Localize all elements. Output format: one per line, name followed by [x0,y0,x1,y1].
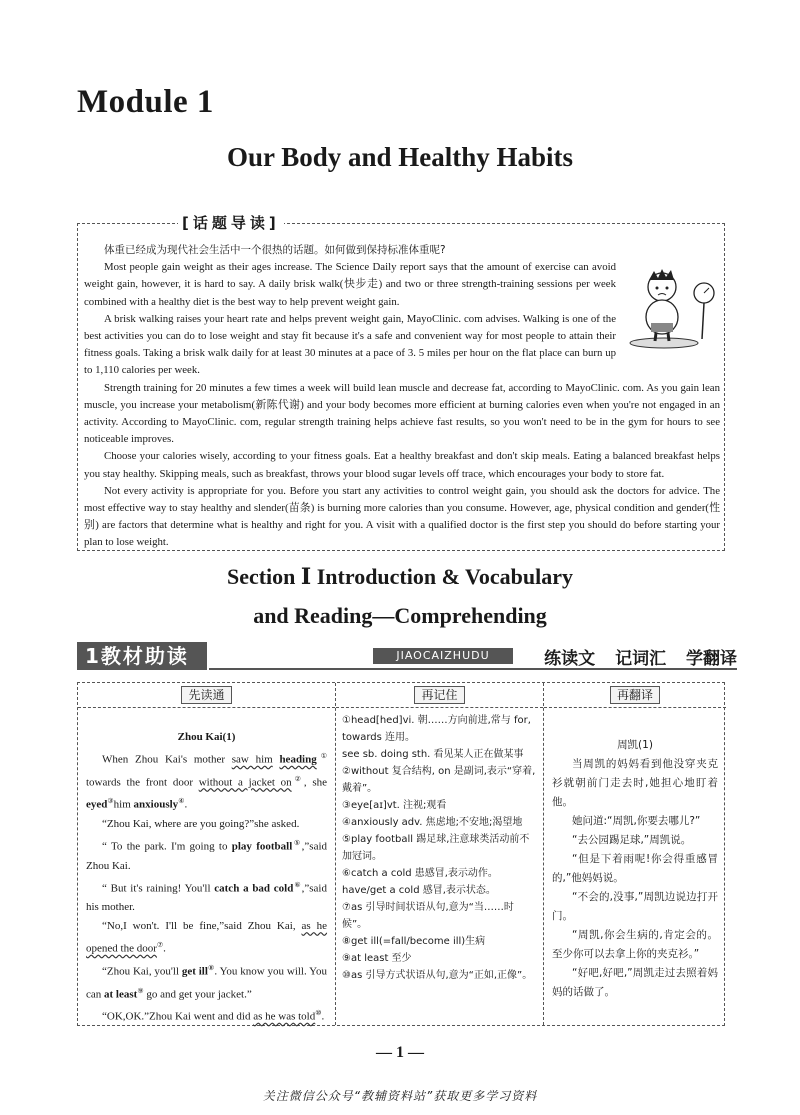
note-item: ②without 复合结构, on 是副词,表示“穿着,戴着”。 [342,766,536,794]
note-item: ⑩as 引导方式状语从句,意为“正如,正像”。 [342,970,533,981]
topic-intro: 体重已经成为现代社会生活中一个很热的话题。如何做到保持标准体重呢? [104,244,446,256]
topic-reading-box [77,214,725,551]
banner-tag: 学翻译 [686,649,737,669]
story-paragraph: “Zhou Kai, where are you going?”she asked. [102,817,300,830]
boy-on-scale-illustration [624,263,720,351]
vocab-notes [336,708,543,988]
textbook-guide-banner [77,640,737,674]
topic-label: [话题导读] [178,212,284,233]
translation-paragraph: “好吧,好吧,”周凯走过去照着妈妈的话做了。 [552,967,718,998]
story-paragraph: “OK,OK.”Zhou Kai went and did as he was told⑩. [102,1009,325,1023]
story-paragraph: “Zhou Kai, you'll get ill⑧. You know you will. You can at least⑨ go and get your jacket.” [86,963,328,1001]
chapter-title: Our Body and Healthy Habits [226,142,574,172]
note-item: ⑧get ill(=fall/become ill)生病 [342,936,486,947]
banner-pinyin: JIAOCAIZHUDU [373,648,513,664]
note-item: ④anxiously adv. 焦虑地;不安地;渴望地 [342,817,523,828]
note-item: ⑥catch a cold 患感冒,表示动作。 [342,868,498,879]
topic-body [84,242,720,552]
story-text [78,708,335,1027]
study-columns [77,682,725,1026]
module-title: Module 1 [77,84,214,120]
translation-paragraph: “去公园踢足球,”周凯说。 [572,834,692,846]
page-number: — 1 — [376,1044,424,1061]
section-title: Section Ⅰ Introduction & Vocabulary [226,564,574,589]
translation-text [544,708,726,1002]
translation-column-header: 再翻译 [544,683,726,708]
note-item: ⑨at least 至少 [342,953,412,964]
story-paragraph: “ To the park. I'm going to play football⑤,”said Zhou Kai. [86,838,328,872]
note-item: ①head[hed]vi. 朝……方向前进,常与 for, towards 连用。 [342,715,531,743]
reading-column [78,683,336,1025]
story-paragraph: “No,I won't. I'll be fine,”said Zhou Kai, as he opened the door⑦. [86,920,328,955]
note-item: ⑦as 引导时间状语从句,意为“当……时候”。 [342,902,514,930]
memo-column [336,683,544,1025]
banner-tags [530,644,737,669]
topic-paragraph: Choose your calories wisely, according to your fitness goals. Eat a healthy breakfast and don't skip meals. Eating a balanced breakfast helps you stay healthy. Skipping meals, such as breakfast, throws your blood sugar levels off trace, which encourages your body to store fat. [84,450,720,480]
topic-paragraph: Not every activity is appropriate for you. Before you start any activities to control weight gain, you should ask the doctors for advice. The most effective way to stay healthy and slender(苗条) is burning more calories than you consume. However, age, physical condition and gender(性别) are factors that determine what is healthy and right for you. A visit with a qualified doctor is the first step you should do before starting your plan to lose weight. [84,484,720,549]
story-title: Zhou Kai(1) [177,731,236,743]
translation-paragraph: “周凯,你会生病的,肯定会的。至少你可以去拿上你的夹克衫。” [552,929,718,960]
banner-tag: 记词汇 [615,649,667,669]
translation-column [544,683,726,1025]
topic-paragraph: Strength training for 20 minutes a few times a week will build lean muscle and decrease fat, according to MayoClinic. com. As you gain lean muscle, you increase your metabolism(新陈代谢) and your body becomes more efficient at burning calories even when you're not engaged in an activity. According to MayoClinic. com, regular strength training helps achieve fast results, so you won't need to be in the gym for hours to see noticeable improves. [84,381,720,446]
translation-paragraph: 当周凯的妈妈看到他没穿夹克衫就朝前门走去时,她担心地盯着他。 [552,758,718,808]
topic-paragraph: Most people gain weight as their ages increase. The Science Daily report says that the amount of exercise can avoid weight gain, however, it is hard to say. A daily brisk walk(快步走) and two or three strength-training sessions per week combined with a healthy diet is the best way to help prevent weight gain. [84,261,616,308]
story-paragraph: When Zhou Kai's mother saw him heading① towards the front door without a jacket on②, she eyed③him anxiously④. [86,752,327,811]
banner-tag: 练读文 [544,649,596,669]
translation-paragraph: “不会的,没事,”周凯边说边打开门。 [552,891,718,922]
footer-note: 关注微信公众号“教辅资料站”获取更多学习资料 [262,1089,538,1103]
note-item: see sb. doing sth. 看见某人正在做某事 [342,749,524,760]
banner-title: 1教材助读 [77,642,207,670]
reading-column-header: 先读通 [78,683,335,708]
section-subtitle: and Reading—Comprehending [253,603,547,628]
note-item: ③eye[aɪ]vt. 注视;观看 [342,800,447,811]
memo-column-header: 再记住 [336,683,543,708]
translation-paragraph: “但是下着雨呢!你会得重感冒的,”他妈妈说。 [552,853,718,884]
topic-paragraph: A brisk walking raises your heart rate and helps prevent weight gain, MayoClinic. com advises. Walking is one of the best activities you can do to lose weight and stay fit because it's a safe and convenient way for most people to attain their fitness goals. Taking a brisk walk daily for at least 30 minutes at a pace of 3. 5 miles per hour on the flat place can burn up to 1,110 calories per week. [84,312,616,377]
story-paragraph: “ But it's raining! You'll catch a bad cold⑥,”said his mother. [86,880,327,914]
translation-paragraph: 她问道:“周凯,你要去哪儿?” [572,815,701,827]
note-item: ⑤play football 踢足球,注意球类活动前不加冠词。 [342,834,530,862]
note-item: have/get a cold 感冒,表示状态。 [342,885,496,896]
translation-title: 周凯(1) [617,739,653,751]
